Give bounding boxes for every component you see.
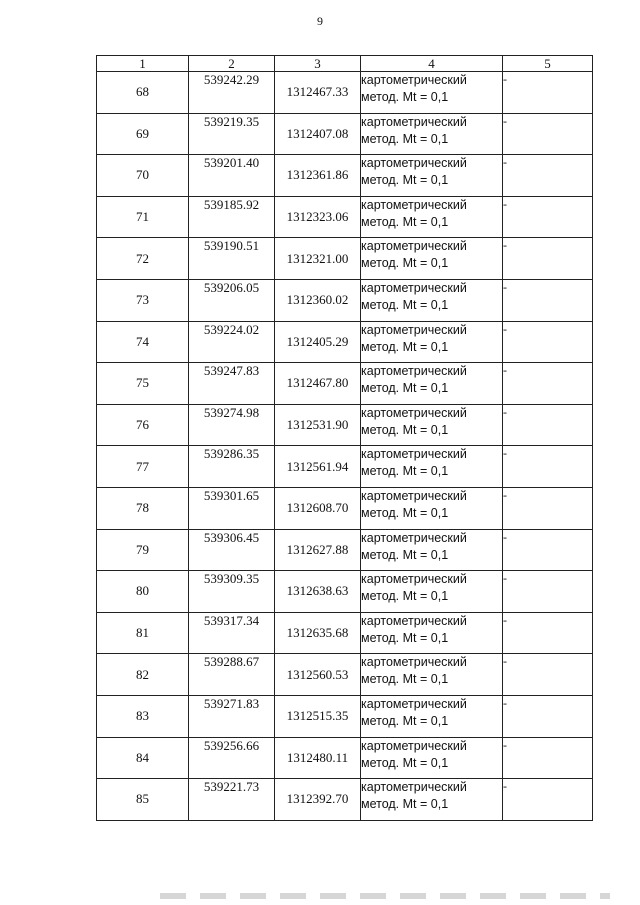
header-row (97, 56, 593, 72)
table-row (97, 695, 593, 737)
x-coordinate-cell: 539242.29 (189, 72, 275, 114)
table-row (97, 737, 593, 779)
table-header (97, 56, 593, 72)
method-line-1: картометрический (361, 447, 467, 462)
point-number-cell: 73 (97, 279, 189, 321)
point-number-cell: 81 (97, 612, 189, 654)
method-line-2: метод. Mt = 0,1 (361, 589, 449, 604)
method-line-2: метод. Mt = 0,1 (361, 797, 449, 812)
y-coordinate-cell: 1312608.70 (275, 487, 361, 529)
x-coordinate-cell: 539256.66 (189, 737, 275, 779)
note-cell: - (503, 404, 593, 446)
method-cell (361, 487, 503, 529)
note-cell: - (503, 571, 593, 613)
x-coordinate-cell: 539206.05 (189, 279, 275, 321)
y-coordinate-cell: 1312531.90 (275, 404, 361, 446)
x-coordinate-cell: 539190.51 (189, 238, 275, 280)
table-row (97, 612, 593, 654)
y-coordinate-cell: 1312405.29 (275, 321, 361, 363)
note-cell: - (503, 363, 593, 405)
method-line-1: картометрический (361, 73, 467, 87)
y-coordinate-cell: 1312323.06 (275, 196, 361, 238)
y-coordinate-cell: 1312480.11 (275, 737, 361, 779)
method-line-1: картометрический (361, 655, 467, 670)
table-row (97, 155, 593, 197)
point-number-cell: 83 (97, 695, 189, 737)
note-cell: - (503, 612, 593, 654)
method-cell (361, 779, 503, 821)
header-col-4: 4 (361, 56, 503, 72)
table-row (97, 363, 593, 405)
note-cell: - (503, 779, 593, 821)
method-line-2: метод. Mt = 0,1 (361, 422, 449, 437)
point-number-cell: 77 (97, 446, 189, 488)
footer-scan-artifact (160, 893, 610, 899)
header-col-3: 3 (275, 56, 361, 72)
y-coordinate-cell: 1312360.02 (275, 279, 361, 321)
method-cell (361, 737, 503, 779)
table-row (97, 279, 593, 321)
table-row (97, 196, 593, 238)
method-cell (361, 654, 503, 696)
note-cell: - (503, 446, 593, 488)
point-number-cell: 84 (97, 737, 189, 779)
table-row (97, 654, 593, 696)
table-body (97, 72, 593, 821)
x-coordinate-cell: 539221.73 (189, 779, 275, 821)
point-number-cell: 82 (97, 654, 189, 696)
table-row (97, 446, 593, 488)
method-line-2: метод. Mt = 0,1 (361, 672, 449, 687)
method-cell (361, 363, 503, 405)
method-cell (361, 72, 503, 114)
table-row (97, 529, 593, 571)
header-col-2: 2 (189, 56, 275, 72)
note-cell: - (503, 654, 593, 696)
page-number: 9 (317, 14, 323, 28)
note-cell: - (503, 196, 593, 238)
point-number-cell: 80 (97, 571, 189, 613)
point-number-cell: 70 (97, 155, 189, 197)
table-row (97, 72, 593, 114)
y-coordinate-cell: 1312407.08 (275, 113, 361, 155)
header-col-5: 5 (503, 56, 593, 72)
y-coordinate-cell: 1312515.35 (275, 695, 361, 737)
x-coordinate-cell: 539274.98 (189, 404, 275, 446)
method-line-2: метод. Mt = 0,1 (361, 755, 449, 770)
method-line-1: картометрический (361, 364, 467, 379)
x-coordinate-cell: 539309.35 (189, 571, 275, 613)
point-number-cell: 75 (97, 363, 189, 405)
table-row (97, 779, 593, 821)
y-coordinate-cell: 1312560.53 (275, 654, 361, 696)
x-coordinate-cell: 539224.02 (189, 321, 275, 363)
note-cell: - (503, 238, 593, 280)
method-line-2: метод. Mt = 0,1 (361, 297, 449, 312)
method-cell (361, 446, 503, 488)
note-cell: - (503, 321, 593, 363)
y-coordinate-cell: 1312392.70 (275, 779, 361, 821)
x-coordinate-cell: 539271.83 (189, 695, 275, 737)
y-coordinate-cell: 1312467.80 (275, 363, 361, 405)
note-cell: - (503, 529, 593, 571)
note-cell: - (503, 279, 593, 321)
method-line-2: метод. Mt = 0,1 (361, 381, 449, 396)
y-coordinate-cell: 1312467.33 (275, 72, 361, 114)
method-line-2: метод. Mt = 0,1 (361, 464, 449, 479)
table-row (97, 321, 593, 363)
y-coordinate-cell: 1312627.88 (275, 529, 361, 571)
x-coordinate-cell: 539201.40 (189, 155, 275, 197)
method-cell (361, 529, 503, 571)
method-line-1: картометрический (361, 156, 467, 171)
method-line-1: картометрический (361, 280, 467, 295)
table-row (97, 404, 593, 446)
method-line-2: метод. Mt = 0,1 (361, 630, 449, 645)
point-number-cell: 76 (97, 404, 189, 446)
method-line-2: метод. Mt = 0,1 (361, 173, 449, 188)
point-number-cell: 79 (97, 529, 189, 571)
method-line-1: картометрический (361, 696, 467, 711)
note-cell: - (503, 487, 593, 529)
y-coordinate-cell: 1312321.00 (275, 238, 361, 280)
method-line-2: метод. Mt = 0,1 (361, 505, 449, 520)
note-cell: - (503, 737, 593, 779)
method-cell (361, 321, 503, 363)
point-number-cell: 69 (97, 113, 189, 155)
method-line-2: метод. Mt = 0,1 (361, 90, 449, 104)
y-coordinate-cell: 1312638.63 (275, 571, 361, 613)
table-row (97, 571, 593, 613)
table-row (97, 113, 593, 155)
x-coordinate-cell: 539306.45 (189, 529, 275, 571)
point-number-cell: 85 (97, 779, 189, 821)
x-coordinate-cell: 539317.34 (189, 612, 275, 654)
method-cell (361, 571, 503, 613)
method-line-1: картометрический (361, 613, 467, 628)
x-coordinate-cell: 539288.67 (189, 654, 275, 696)
method-cell (361, 155, 503, 197)
table-row (97, 487, 593, 529)
point-number-cell: 68 (97, 72, 189, 114)
y-coordinate-cell: 1312361.86 (275, 155, 361, 197)
method-cell (361, 279, 503, 321)
method-cell (361, 612, 503, 654)
x-coordinate-cell: 539286.35 (189, 446, 275, 488)
x-coordinate-cell: 539185.92 (189, 196, 275, 238)
method-line-2: метод. Mt = 0,1 (361, 339, 449, 354)
table-row (97, 238, 593, 280)
method-cell (361, 695, 503, 737)
method-line-1: картометрический (361, 197, 467, 212)
point-number-cell: 78 (97, 487, 189, 529)
x-coordinate-cell: 539247.83 (189, 363, 275, 405)
method-line-2: метод. Mt = 0,1 (361, 547, 449, 562)
method-line-1: картометрический (361, 405, 467, 420)
x-coordinate-cell: 539219.35 (189, 113, 275, 155)
method-line-1: картометрический (361, 488, 467, 503)
note-cell: - (503, 695, 593, 737)
coordinates-table (96, 55, 593, 821)
point-number-cell: 71 (97, 196, 189, 238)
method-line-1: картометрический (361, 738, 467, 753)
method-cell (361, 113, 503, 155)
point-number-cell: 74 (97, 321, 189, 363)
method-line-1: картометрический (361, 239, 467, 254)
header-col-1: 1 (97, 56, 189, 72)
note-cell: - (503, 113, 593, 155)
method-cell (361, 238, 503, 280)
x-coordinate-cell: 539301.65 (189, 487, 275, 529)
point-number-cell: 72 (97, 238, 189, 280)
method-line-2: метод. Mt = 0,1 (361, 214, 449, 229)
method-line-2: метод. Mt = 0,1 (361, 713, 449, 728)
method-line-1: картометрический (361, 572, 467, 587)
method-line-2: метод. Mt = 0,1 (361, 256, 449, 271)
note-cell: - (503, 72, 593, 114)
method-line-1: картометрический (361, 530, 467, 545)
method-cell (361, 404, 503, 446)
method-cell (361, 196, 503, 238)
y-coordinate-cell: 1312561.94 (275, 446, 361, 488)
y-coordinate-cell: 1312635.68 (275, 612, 361, 654)
method-line-1: картометрический (361, 114, 467, 129)
note-cell: - (503, 155, 593, 197)
method-line-1: картометрический (361, 780, 467, 795)
method-line-2: метод. Mt = 0,1 (361, 131, 449, 146)
method-line-1: картометрический (361, 322, 467, 337)
